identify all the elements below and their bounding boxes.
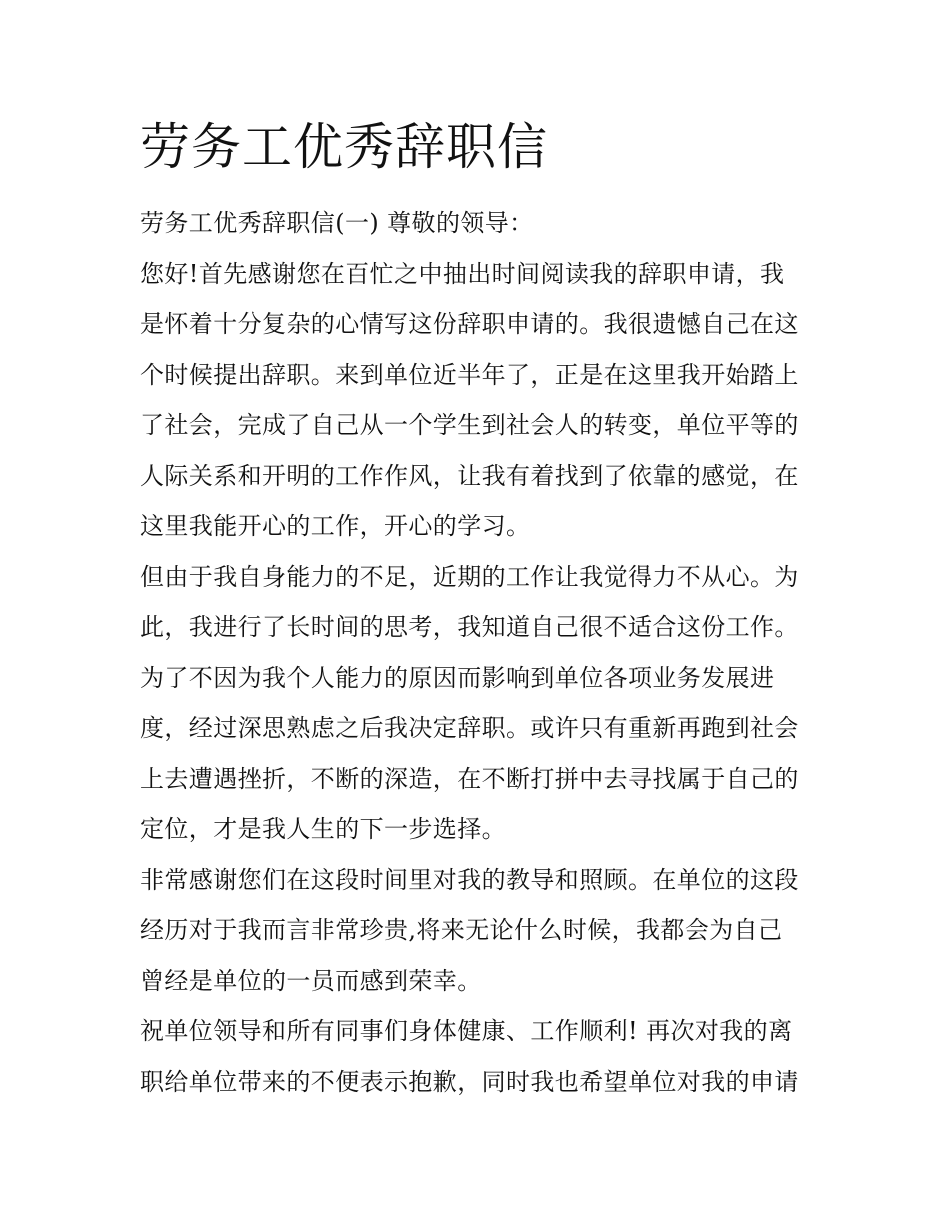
body-line: 度，经过深思熟虑之后我决定辞职。或许只有重新再跑到社会 <box>140 714 799 742</box>
body-line: 经历对于我而言非常珍贵,将来无论什么时候，我都会为自己 <box>140 916 783 944</box>
body-line: 您好!首先感谢您在百忙之中抽出时间阅读我的辞职申请，我 <box>140 259 785 288</box>
body-line: 这里我能开心的工作，开心的学习。 <box>140 512 531 540</box>
body-line: 定位，才是我人生的下一步选择。 <box>140 815 506 843</box>
body-line: 人际关系和开明的工作作风，让我有着找到了依靠的感觉，在 <box>140 461 799 490</box>
body-line: 此，我进行了长时间的思考，我知道自己很不适合这份工作。 <box>140 613 799 641</box>
body-line: 上去遭遇挫折，不断的深造，在不断打拼中去寻找属于自己的 <box>140 764 799 793</box>
document-page <box>140 112 812 1107</box>
body-line: 但由于我自身能力的不足，近期的工作让我觉得力不从心。为 <box>140 562 799 591</box>
body-line: 个时候提出辞职。来到单位近半年了，正是在这里我开始踏上 <box>140 360 799 389</box>
body-line: 是怀着十分复杂的心情写这份辞职申请的。我很遗憾自己在这 <box>140 310 799 338</box>
body-line: 为了不因为我个人能力的原因而影响到单位各项业务发展进 <box>140 663 775 692</box>
body-line: 了社会，完成了自己从一个学生到社会人的转变，单位平等的 <box>140 411 799 439</box>
body-line: 职给单位带来的不便表示抱歉，同时我也希望单位对我的申请 <box>140 1067 799 1096</box>
document-title: 劳务工优秀辞职信 <box>140 118 548 176</box>
body-line: 非常感谢您们在这段时间里对我的教导和照顾。在单位的这段 <box>140 865 799 894</box>
body-line: 曾经是单位的一员而感到荣幸。 <box>140 966 482 995</box>
body-line: 劳务工优秀辞职信(一) 尊敬的领导： <box>140 209 534 237</box>
body-line: 祝单位领导和所有同事们身体健康、工作顺利! 再次对我的离 <box>140 1017 793 1045</box>
document-body <box>140 198 812 1107</box>
